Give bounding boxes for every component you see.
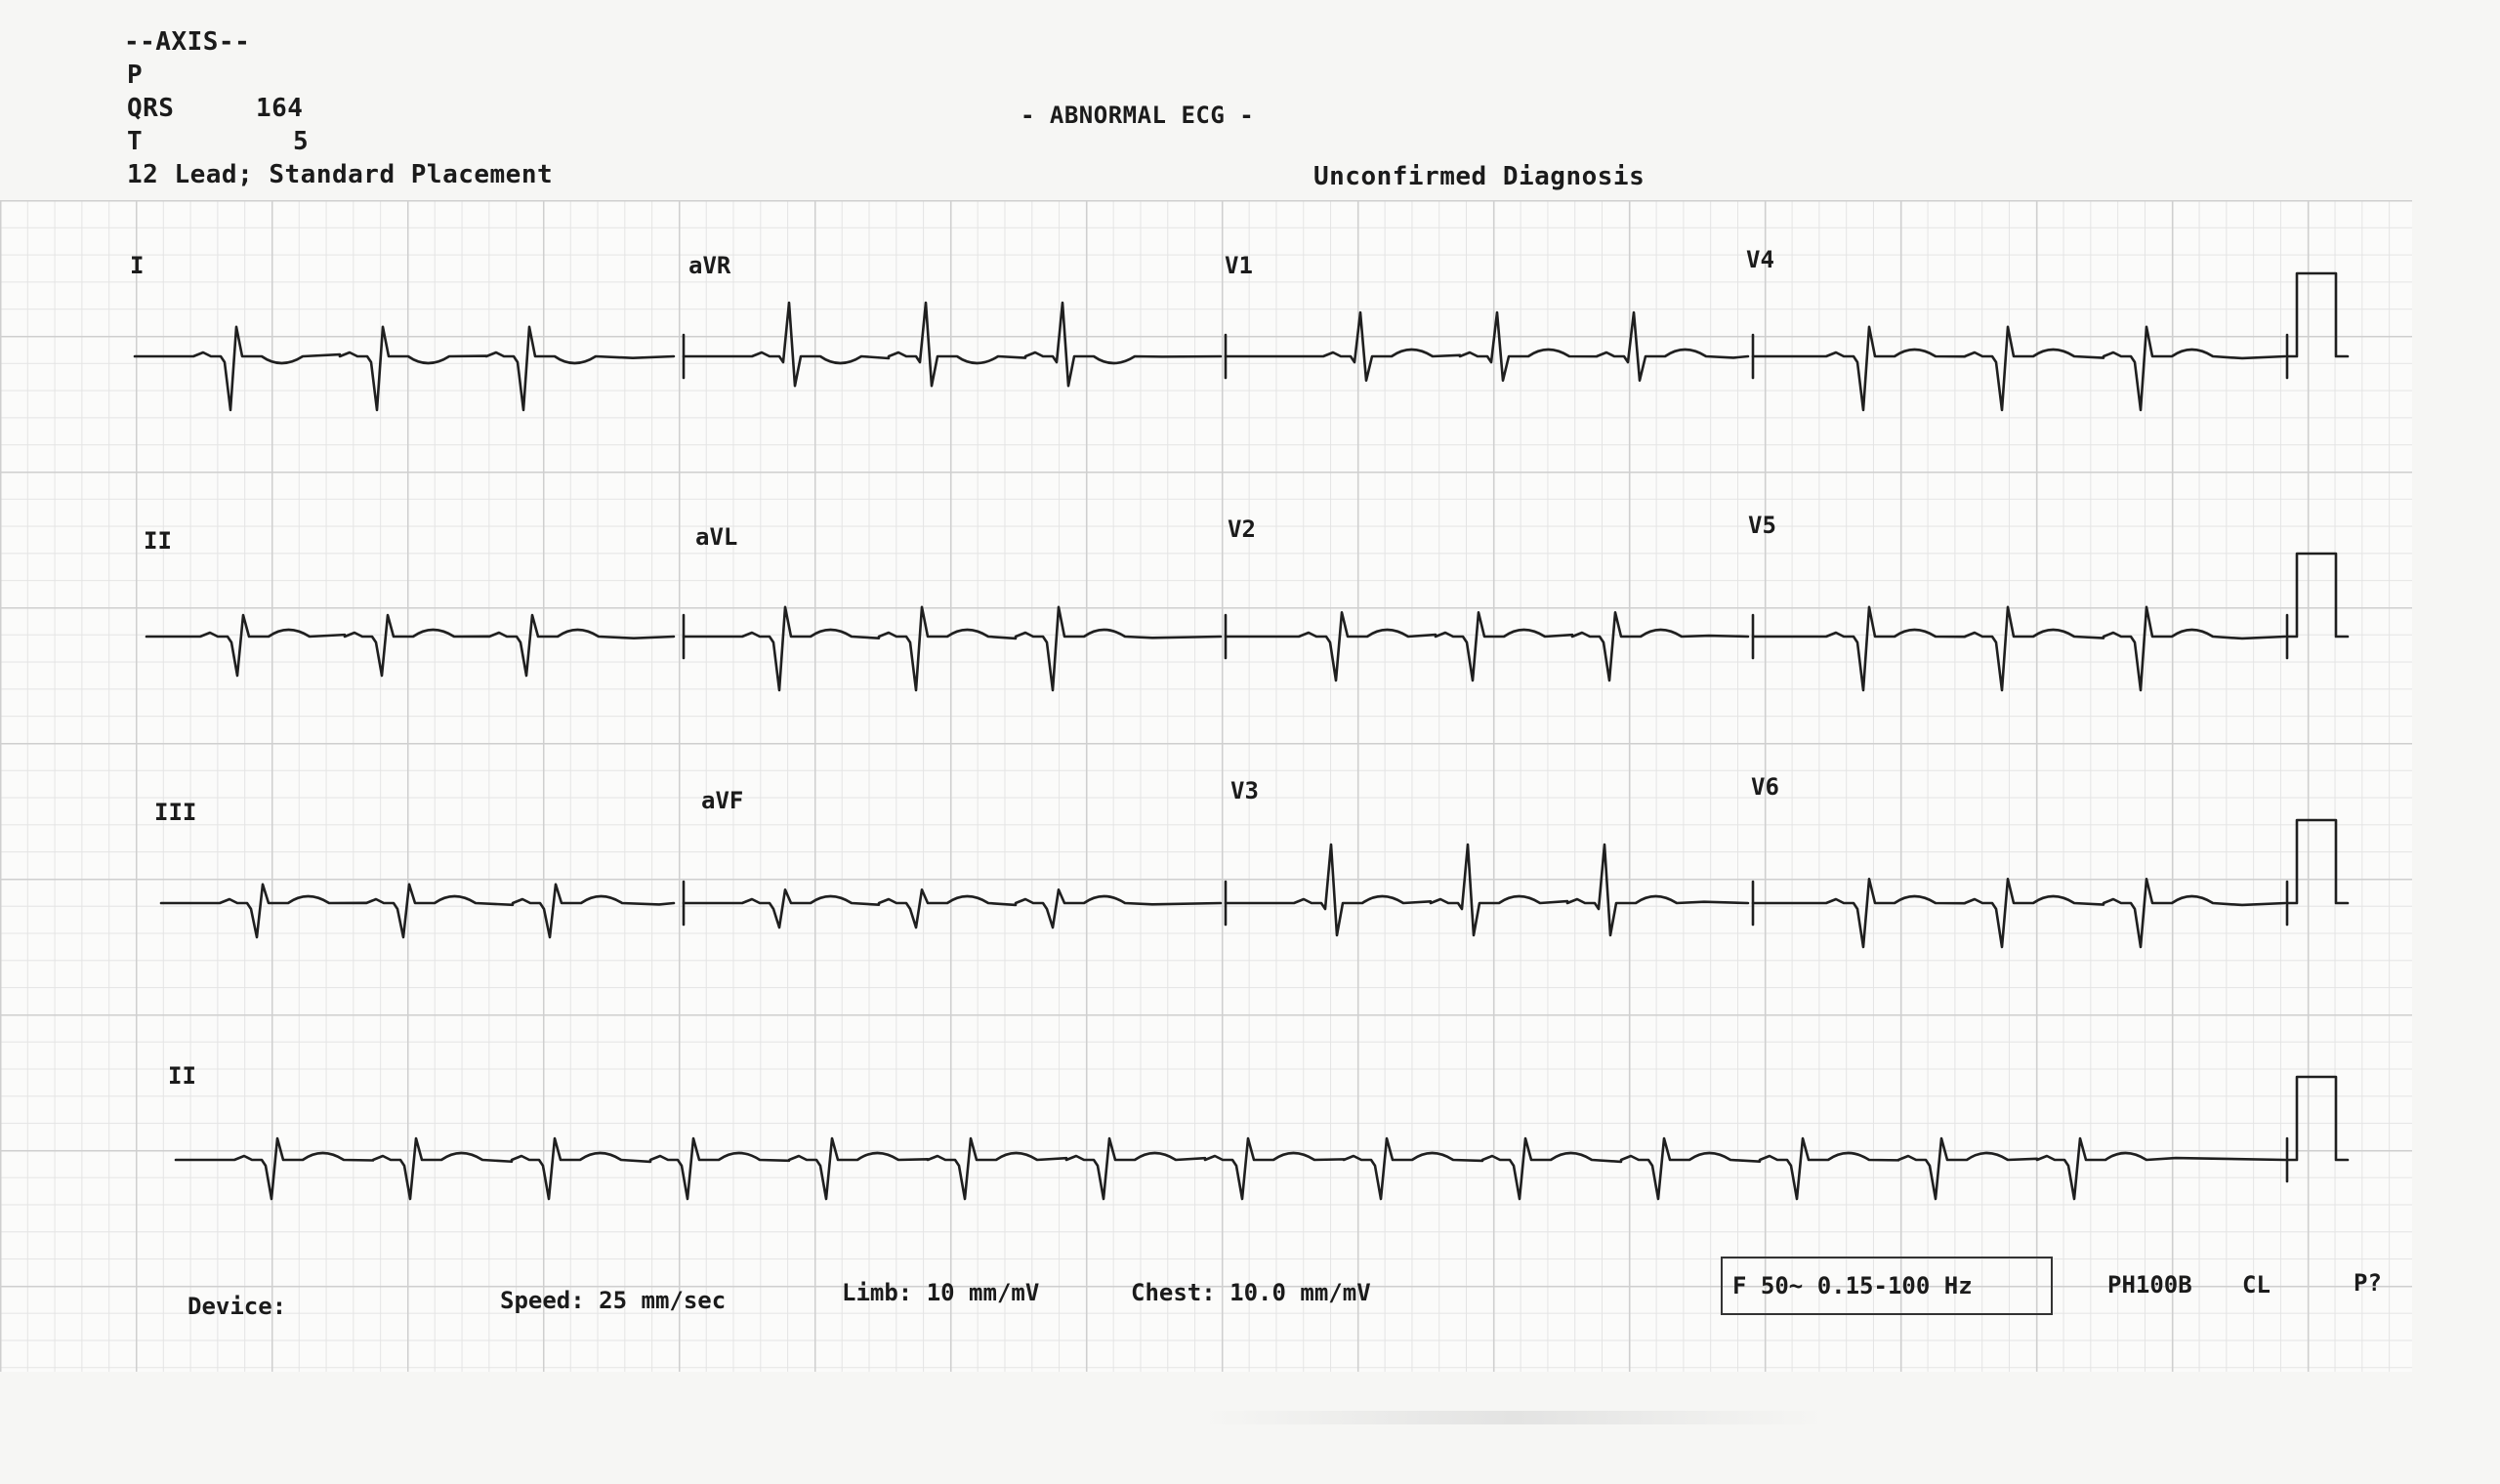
footer-chest: Chest: 10.0 mm/mV [1131, 1279, 1371, 1306]
calibration-pulse-row3 [2287, 820, 2348, 903]
ecg-trace-row3-seg1 [161, 885, 674, 937]
diagnosis-status: Unconfirmed Diagnosis [1313, 162, 1646, 191]
calibration-pulse-row4 [2287, 1077, 2348, 1160]
footer-limb: Limb: 10 mm/mV [842, 1279, 1040, 1306]
ecg-trace-row1-seg4 [1753, 327, 2285, 410]
lead-label-rhythm-II: II [168, 1062, 196, 1090]
ecg-trace-row1-seg1 [135, 327, 674, 410]
lead-label-aVR: aVR [688, 252, 731, 279]
ecg-interpretation: - ABNORMAL ECG - [1021, 102, 1255, 129]
ecg-trace-row3-seg2 [684, 889, 1221, 928]
ecg-trace-row1-seg2 [684, 303, 1221, 386]
footer-model: PH100B [2107, 1271, 2192, 1298]
lead-label-V5: V5 [1748, 512, 1776, 539]
footer-filter: F 50~ 0.15-100 Hz [1732, 1272, 1973, 1299]
lead-label-aVF: aVF [701, 787, 744, 814]
ecg-trace-row1-seg3 [1226, 312, 1748, 381]
axis-qrs-label: QRS [127, 94, 175, 123]
axis-p-label: P [127, 61, 144, 90]
calibration-pulse-row2 [2287, 554, 2348, 637]
footer-device: Device: [188, 1293, 287, 1320]
lead-label-V6: V6 [1751, 773, 1779, 801]
footer-speed: Speed: 25 mm/sec [500, 1287, 727, 1314]
ecg-trace-row4-seg1 [176, 1138, 2285, 1199]
axis-qrs-value: 164 [256, 94, 304, 123]
lead-label-aVL: aVL [695, 523, 738, 551]
lead-placement: 12 Lead; Standard Placement [127, 160, 554, 189]
ecg-trace-row2-seg4 [1753, 607, 2285, 690]
footer-filter-box [1721, 1257, 2053, 1315]
axis-t-label: T [127, 127, 144, 156]
ecg-trace-row2-seg3 [1226, 612, 1748, 680]
footer-cl: CL [2242, 1271, 2271, 1298]
calibration-pulse-row1 [2287, 273, 2348, 356]
print-smudge [1201, 1411, 1826, 1424]
axis-t-value: 5 [293, 127, 310, 156]
lead-label-V2: V2 [1228, 515, 1256, 543]
ecg-trace-row3-seg3 [1226, 845, 1748, 935]
lead-label-II: II [144, 527, 172, 555]
lead-label-V4: V4 [1746, 246, 1774, 273]
lead-label-V1: V1 [1225, 252, 1253, 279]
footer-page-code: P? [2354, 1269, 2382, 1297]
lead-label-I: I [130, 252, 145, 279]
ecg-trace-row2-seg1 [146, 615, 674, 676]
axis-title: --AXIS-- [124, 27, 251, 57]
lead-label-III: III [154, 799, 197, 826]
ecg-trace-row2-seg2 [684, 607, 1221, 690]
ecg-trace-row3-seg4 [1753, 879, 2285, 947]
lead-label-V3: V3 [1230, 777, 1259, 804]
